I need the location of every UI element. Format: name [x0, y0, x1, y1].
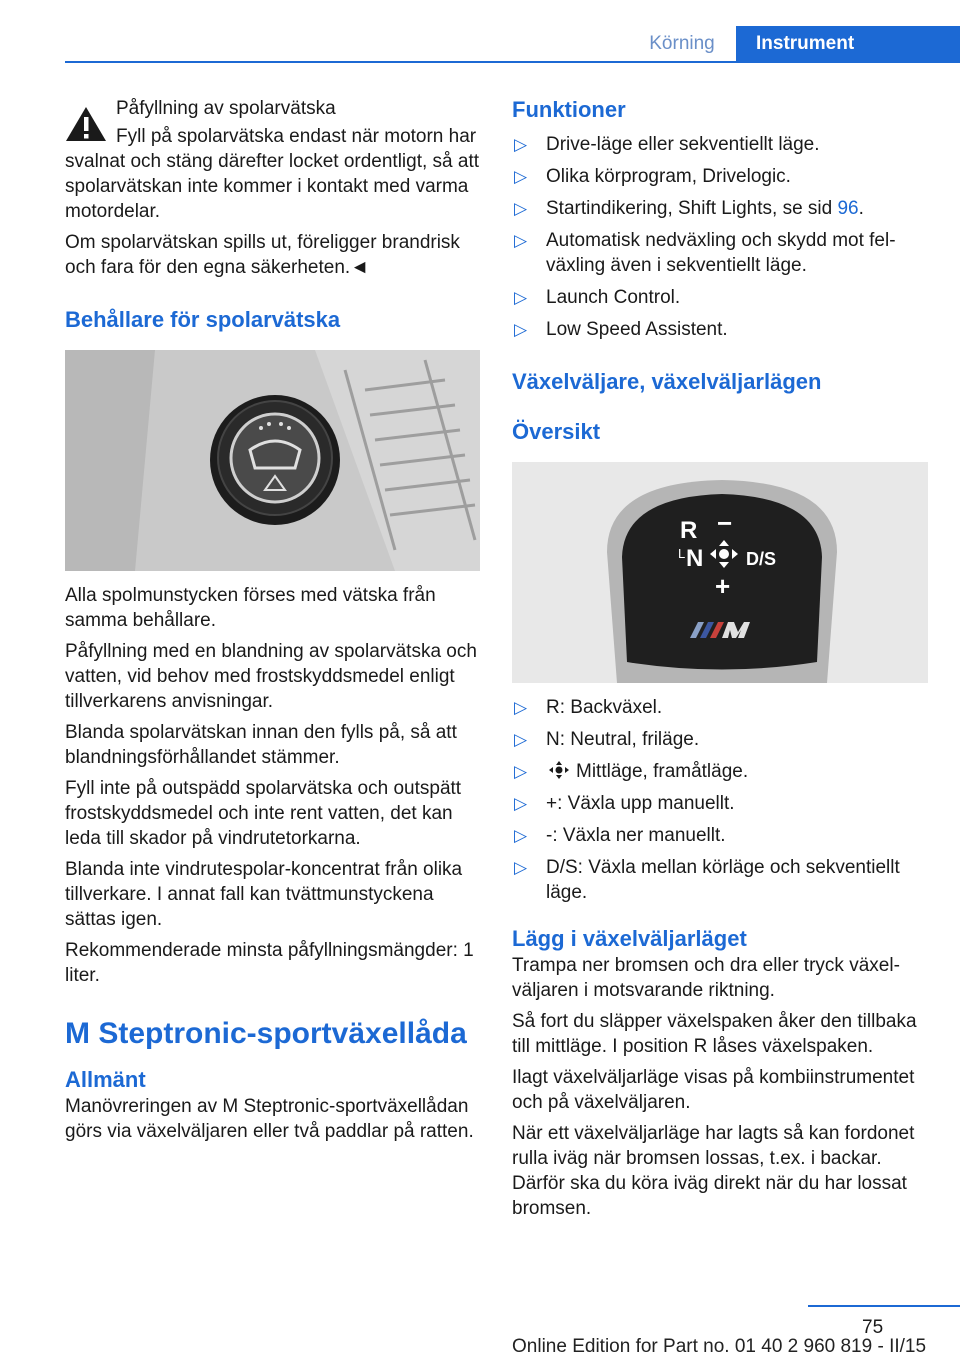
edition-note: Online Edition for Part no. 01 40 2 960 819 - II/15: [512, 1336, 927, 1357]
knob-label-minus: −: [717, 508, 733, 538]
list-item: ▷ N: Neutral, friläge.: [514, 729, 700, 750]
triangle-bullet-icon: ▷: [514, 730, 528, 749]
list-item: ▷ -: Växla ner manuellt.: [514, 825, 726, 846]
knob-label-plus: +: [715, 571, 731, 601]
paragraph-7: Manövreringen av M Steptronic-sportväxellådan görs via växelväljaren eller två paddlar på ratten.: [65, 1096, 474, 1142]
center-position-icon: [548, 760, 570, 780]
triangle-bullet-icon: ▷: [514, 231, 528, 250]
washer-reservoir-image: [65, 350, 480, 571]
list-item: ▷ Startindikering, Shift Lights, se sid 96.: [514, 198, 864, 219]
left-column: [65, 96, 480, 1150]
triangle-bullet-icon: ▷: [514, 858, 528, 877]
knob-label-r: R: [680, 517, 698, 544]
list-item: ▷ R: Backväxel.: [514, 697, 663, 718]
paragraph-3: Blanda spolarvätskan innan den fylls på, så att blandningsförhållandet stämmer.: [65, 722, 457, 768]
list-item: ▷ Drive-läge eller sekventiellt läge.: [514, 134, 820, 155]
heading-vaxelvaljare: Växelväljare, växelväljarlägen: [512, 369, 822, 394]
knob-label-l: L: [678, 546, 686, 561]
right-column: [512, 96, 928, 1227]
heading-steptronic: M Steptronic-sportväxellåda: [65, 1017, 467, 1050]
heading-lagg-i: Lägg i växelväljarläget: [512, 926, 747, 951]
triangle-bullet-icon: ▷: [514, 762, 528, 781]
tab-korning[interactable]: Körning: [649, 32, 715, 54]
triangle-bullet-icon: ▷: [514, 698, 528, 717]
positions-list: [512, 695, 928, 905]
triangle-bullet-icon: ▷: [514, 826, 528, 845]
warning-text-2: Om spolarvätskan spills ut, föreligger brandrisk och fara för den egna säkerheten.◄: [65, 232, 460, 278]
paragraph-6: Rekommenderade minsta påfyllningsmängder: 1 liter.: [65, 940, 474, 986]
paragraph-4: Fyll inte på outspädd spolarvätska och outspätt frostskyddsmedel och inte rent vatten, det kan leda till skador på vindrutetorkarna.: [65, 778, 462, 849]
heading-container: Behållare för spolarvätska: [65, 307, 341, 332]
warning-title: Påfyllning av spolarvätska: [116, 98, 336, 119]
tab-instrument[interactable]: Instrument: [736, 26, 960, 61]
triangle-bullet-icon: ▷: [514, 320, 528, 339]
heading-allmant: Allmänt: [65, 1067, 146, 1092]
paragraph-q1: Trampa ner bromsen och dra eller tryck växelväljaren i motsvarande riktning.: [512, 955, 900, 1001]
triangle-bullet-icon: ▷: [514, 167, 528, 186]
warning-block: [65, 96, 480, 280]
warning-icon: [65, 106, 107, 142]
paragraph-q2: Så fort du släpper växelspaken åker den tillbaka till mittläge. I position R låses växelspaken.: [512, 1011, 917, 1057]
paragraph-q4: När ett växelväljarläge har lagts så kan fordonet rulla iväg när bromsen lossas, t.ex. i backar. Därför ska du köra iväg direkt när du har lossat bromsen.: [512, 1123, 915, 1219]
warning-text: Fyll på spolarvätska endast när motorn har svalnat och stäng därefter locket ordentligt, så att spolarvätskan inte kommer i kontakt med varma motordelar.: [65, 126, 480, 222]
list-item: ▷ Low Speed Assistent.: [514, 319, 728, 340]
list-item: ▷ Launch Control.: [514, 287, 681, 308]
list-item: ▷ Mittläge, framåtläge.: [514, 761, 749, 782]
triangle-bullet-icon: ▷: [514, 794, 528, 813]
triangle-bullet-icon: ▷: [514, 288, 528, 307]
page-link[interactable]: 96: [837, 198, 859, 219]
paragraph-1: Alla spolmunstycken förses med vätska från samma behållare.: [65, 585, 436, 631]
knob-label-n: N: [686, 545, 704, 572]
list-item: ▷ D/S: Växla mellan körläge och sekventiellt läge.: [514, 857, 900, 903]
triangle-bullet-icon: ▷: [514, 199, 528, 218]
paragraph-5: Blanda inte vindrutespolar-koncentrat från olika tillverkare. I annat fall kan tvättmunstyckena sättas igen.: [65, 859, 463, 930]
list-item: ▷ +: Växla upp manuellt.: [514, 793, 735, 814]
paragraph-2: Påfyllning med en blandning av spolarvätska och vatten, vid behov med frostskyddsmedel enligt tillverkarens anvisningar.: [65, 641, 477, 712]
page-number: 75: [862, 1317, 884, 1338]
heading-oversikt: Översikt: [512, 419, 601, 444]
paragraph-q3: Ilagt växelväljarläge visas på kombiinstrumentet och på växelväljaren.: [512, 1067, 915, 1113]
list-item: ▷ Automatisk nedväxling och skydd mot felväxling även i sekventiellt läge.: [514, 230, 896, 276]
triangle-bullet-icon: ▷: [514, 135, 528, 154]
header-rule: [65, 61, 960, 63]
heading-funktioner: Funktioner: [512, 97, 626, 122]
footer-rule: [808, 1305, 960, 1307]
gear-selector-image: [512, 462, 928, 683]
list-item: ▷ Olika körprogram, Drivelogic.: [514, 166, 791, 187]
knob-label-ds: D/S: [746, 549, 777, 569]
functions-list: [512, 132, 928, 342]
